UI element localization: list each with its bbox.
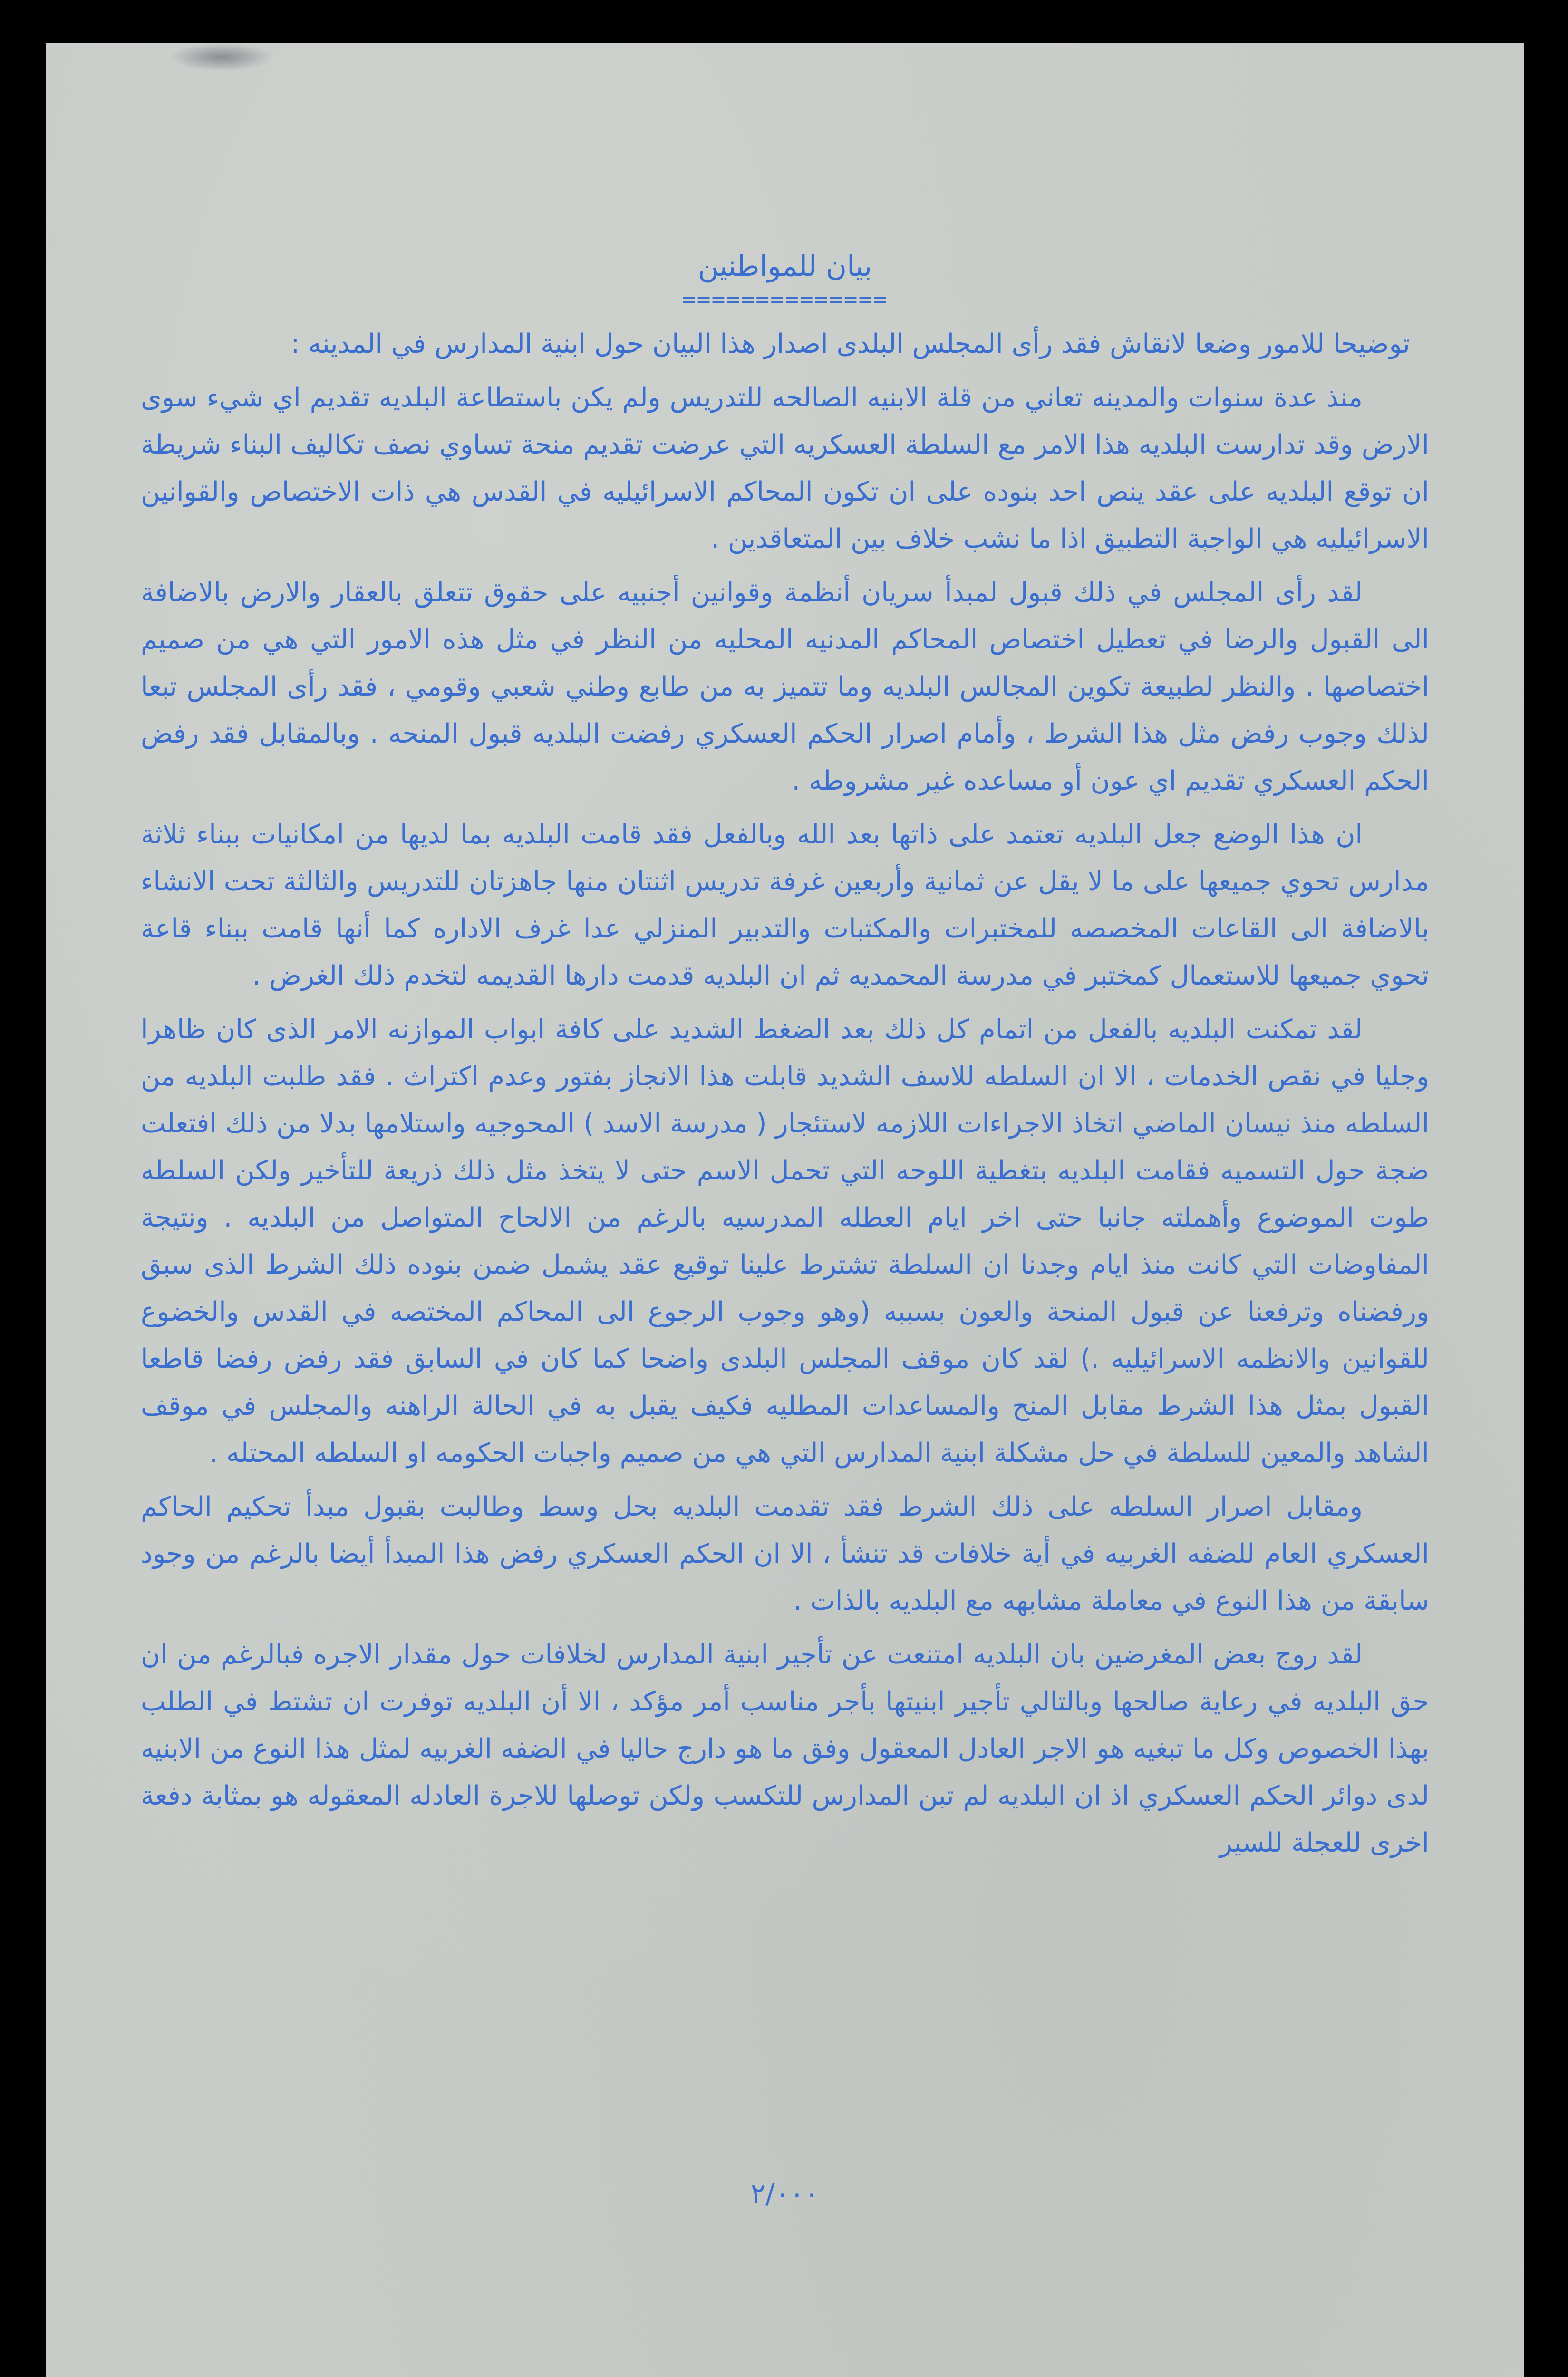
paragraph-intro: توضيحا للامور وضعا لانقاش فقد رأى المجلس البلدى اصدار هذا البيان حول ابنية المدارس في المدينه :	[290, 329, 1410, 359]
paragraph-5: ومقابل اصرار السلطه على ذلك الشرط فقد تقدمت البلديه بحل وسط وطالبت بقبول مبدأ تحكيم الحاكم العسكري العام للضفه الغربيه في أية خلافات قد تنشأ ، الا ان الحكم العسكري رفض هذا المبدأ أيضا بالرغم من وجود سابقة من هذا النوع في معاملة مشابهه مع البلديه بالذات .	[141, 1491, 1429, 1616]
paragraph-2: لقد رأى المجلس في ذلك قبول لمبدأ سريان أنظمة وقوانين أجنبيه على حقوق تتعلق بالعقار والارض بالاضافة الى القبول والرضا في تعطيل اختصاص المحاكم المدنيه المحليه من النظر في مثل هذه الامور التي هي من صميم اختصاصها . والنظر لطبيعة تكوين المجالس البلديه وما تتميز به من طابع وطني شعبي وقومي ، فقد رأى المجلس تبعا لذلك وجوب رفض مثل هذا الشرط ، وأمام اصرار الحكم العسكري رفضت البلديه قبول المنحه . وبالمقابل فقد رفض الحكم العسكري تقديم اي عون أو مساعده غير مشروطه .	[141, 577, 1429, 796]
document-page	[46, 43, 1524, 2377]
paragraph-3: ان هذا الوضع جعل البلديه تعتمد على ذاتها بعد الله وبالفعل فقد قامت البلديه بما لديها من امكانيات ببناء ثلاثة مدارس تحوي جميعها على ما لا يقل عن ثمانية وأربعين غرفة تدريس اثنتان منها جاهزتان للتدريس والثالثة تحت الانشاء بالاضافة الى القاعات المخصصه للمختبرات والمكتبات والتدبير المنزلي عدا غرف الاداره كما أنها قامت ببناء قاعة تحوي جميعها للاستعمال كمختبر في مدرسة المحمديه ثم ان البلديه قدمت دارها القديمه لتخدم ذلك الغرض .	[141, 819, 1429, 991]
ink-smudge	[169, 43, 274, 71]
title-underline: ==============	[682, 286, 888, 313]
paragraph-6: لقد روج بعض المغرضين بان البلديه امتنعت عن تأجير ابنية المدارس لخلافات حول مقدار الاجره فبالرغم من ان حق البلديه في رعاية صالحها وبالتالي تأجير ابنيتها بأجر مناسب أمر مؤكد ، الا أن البلديه توفرت ان تشتط في الطلب بهذا الخصوص وكل ما تبغيه هو الاجر العادل المعقول وفق ما هو دارج حاليا في الضفه الغربيه لمثل هذا النوع من الابنيه لدى دوائر الحكم العسكري اذ ان البلديه لم تبن المدارس للتكسب ولكن توصلها للاجرة العادله المعقوله هو بمثابة دفعة اخرى للعجلة للسير	[141, 1639, 1429, 1858]
document-title: بيان للمواطنين	[697, 250, 872, 283]
document-body	[141, 247, 1429, 1873]
paragraph-1: منذ عدة سنوات والمدينه تعاني من قلة الابنيه الصالحه للتدريس ولم يكن باستطاعة البلديه تقديم اي شيء سوى الارض وقد تدارست البلديه هذا الامر مع السلطة العسكريه التي عرضت تقديم منحة تساوي نصف تكاليف البناء شريطة ان توقع البلديه على عقد ينص احد بنوده على ان تكون المحاكم الاسرائيليه في القدس هي ذات الاختصاص والقوانين الاسرائيليه هي الواجبة التطبيق اذا ما نشب خلاف بين المتعاقدين .	[141, 382, 1429, 554]
page-number: ٢/٠٠٠	[750, 2177, 820, 2210]
paragraph-4: لقد تمكنت البلديه بالفعل من اتمام كل ذلك بعد الضغط الشديد على كافة ابواب الموازنه الامر الذى كان ظاهرا وجليا في نقص الخدمات ، الا ان السلطه للاسف الشديد قابلت هذا الانجاز بفتور وعدم اكتراث . فقد طلبت البلديه من السلطه منذ نيسان الماضي اتخاذ الاجراءات اللازمه لاستئجار ( مدرسة الاسد ) المحوجيه واستلامها بدلا من ذلك افتعلت ضجة حول التسميه فقامت البلديه بتغطية اللوحه التي تحمل الاسم حتى لا يتخذ مثل ذلك ذريعة للتأخير ولكن السلطه طوت الموضوع وأهملته جانبا حتى اخر ايام العطله المدرسيه بالرغم من الالحاح المتواصل من البلديه . ونتيجة المفاوضات التي كانت منذ ايام وجدنا ان السلطة تشترط علينا توقيع عقد يشمل ضمن بنوده ذلك الشرط الذى سبق ورفضناه وترفعنا عن قبول المنحة والعون بسببه (وهو وجوب الرجوع الى المحاكم المختصه في القدس والخضوع للقوانين والانظمه الاسرائيليه .) لقد كان موقف المجلس البلدى واضحا كما كان في السابق فقد رفض رفضا قاطعا القبول بمثل هذا الشرط مقابل المنح والمساعدات المطليه فكيف يقبل به في الحالة الراهنه والمجلس في موقف الشاهد والمعين للسلطة في حل مشكلة ابنية المدارس التي هي من صميم واجبات الحكومه او السلطه المحتله .	[141, 1014, 1429, 1469]
